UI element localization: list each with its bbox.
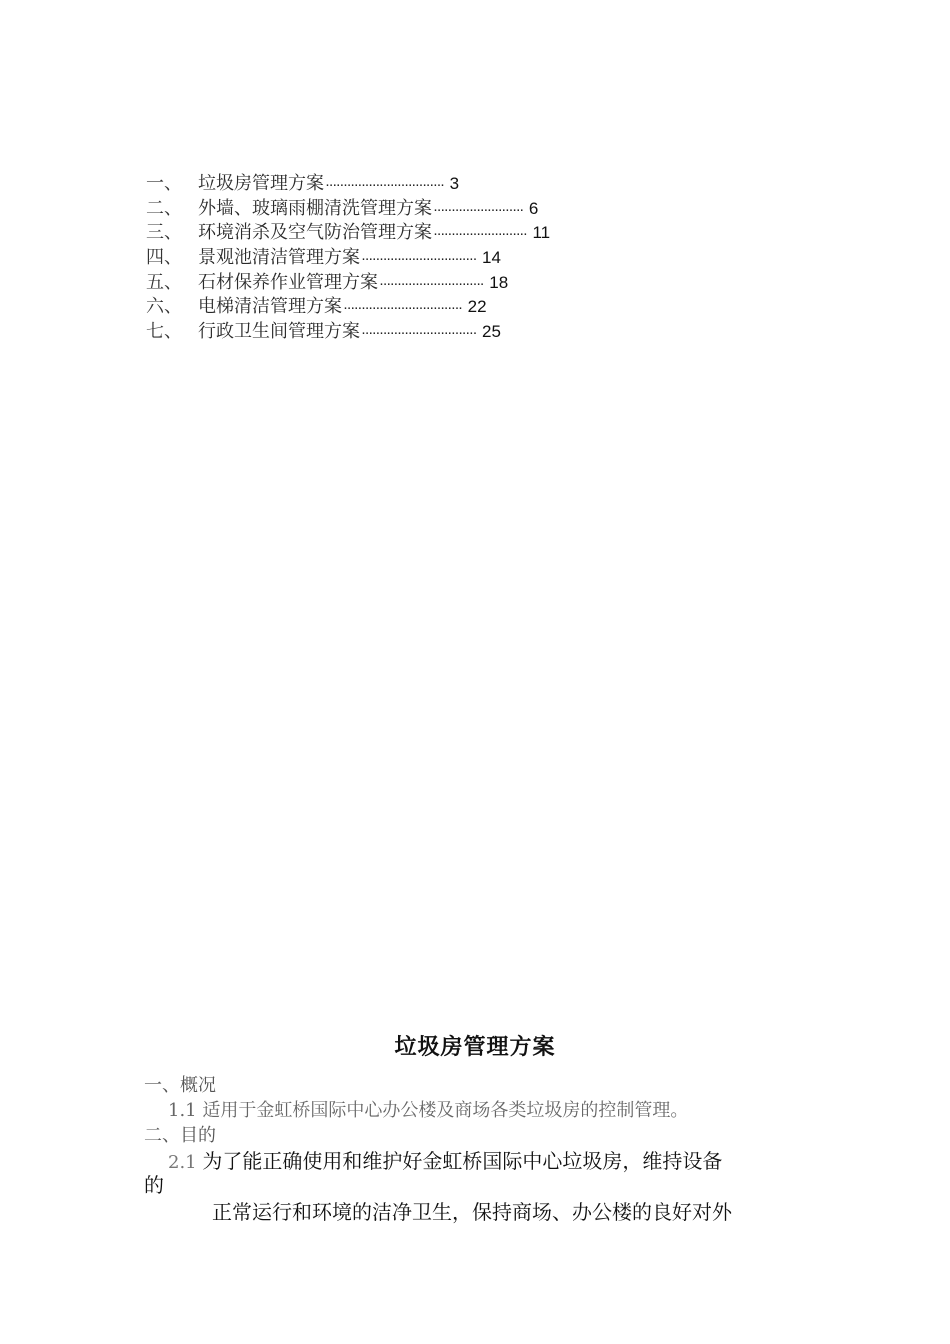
- toc-number: 四、: [146, 247, 182, 269]
- toc-leader: ·································: [325, 176, 444, 193]
- toc-title: 行政卫生间管理方案: [198, 321, 360, 343]
- toc-entry[interactable]: [146, 271, 786, 296]
- table-of-contents: [146, 172, 786, 345]
- toc-page-number: 25: [482, 322, 501, 342]
- toc-leader: ··························: [433, 225, 527, 243]
- toc-leader: ·························: [433, 200, 523, 218]
- toc-title: 石材保养作业管理方案: [198, 271, 378, 293]
- toc-entry[interactable]: [146, 295, 786, 320]
- toc-number: 二、: [146, 197, 182, 219]
- toc-page-number: 18: [489, 272, 509, 292]
- toc-number: 五、: [146, 271, 182, 293]
- toc-page-number: 22: [467, 297, 487, 317]
- toc-leader: ································: [361, 250, 477, 268]
- paragraph-purpose-continued: 正常运行和环境的洁净卫生，保持商场、办公楼的良好对外: [212, 1200, 732, 1224]
- toc-leader: ································: [361, 324, 477, 342]
- paragraph-purpose-wrap: 的: [144, 1173, 164, 1197]
- paragraph-number: 2.1: [168, 1152, 203, 1173]
- toc-leader: ·································: [343, 299, 462, 317]
- toc-title: 景观池清洁管理方案: [198, 247, 360, 269]
- toc-entry[interactable]: [146, 172, 786, 197]
- toc-title: 环境消杀及空气防治管理方案: [198, 222, 432, 244]
- paragraph-scope: 1.1 适用于金虹桥国际中心办公楼及商场各类垃圾房的控制管理。: [168, 1100, 689, 1121]
- toc-number: 三、: [146, 222, 182, 244]
- toc-leader: ·····························: [379, 274, 484, 292]
- toc-title: 电梯清洁管理方案: [198, 296, 342, 318]
- toc-entry[interactable]: [146, 221, 786, 246]
- document-title: 垃圾房管理方案: [394, 1034, 556, 1060]
- paragraph-purpose-text: 为了能正确使用和维护好金虹桥国际中心垃圾房，维持设备: [202, 1149, 723, 1173]
- toc-title: 垃圾房管理方案: [198, 173, 324, 194]
- toc-entry[interactable]: [146, 320, 786, 345]
- section-heading-overview: 一、概况: [144, 1075, 216, 1096]
- toc-entry[interactable]: [146, 197, 786, 222]
- toc-page-number: 3: [449, 174, 460, 193]
- toc-title: 外墙、玻璃雨棚清洗管理方案: [198, 197, 432, 219]
- section-heading-purpose: 二、目的: [144, 1125, 216, 1146]
- toc-number: 一、: [146, 173, 182, 194]
- toc-page-number: 11: [532, 223, 551, 243]
- paragraph-purpose: [168, 1145, 722, 1174]
- toc-entry[interactable]: [146, 246, 786, 271]
- toc-page-number: 6: [528, 198, 539, 218]
- toc-number: 六、: [146, 296, 182, 318]
- toc-number: 七、: [146, 321, 182, 343]
- toc-page-number: 14: [482, 248, 501, 268]
